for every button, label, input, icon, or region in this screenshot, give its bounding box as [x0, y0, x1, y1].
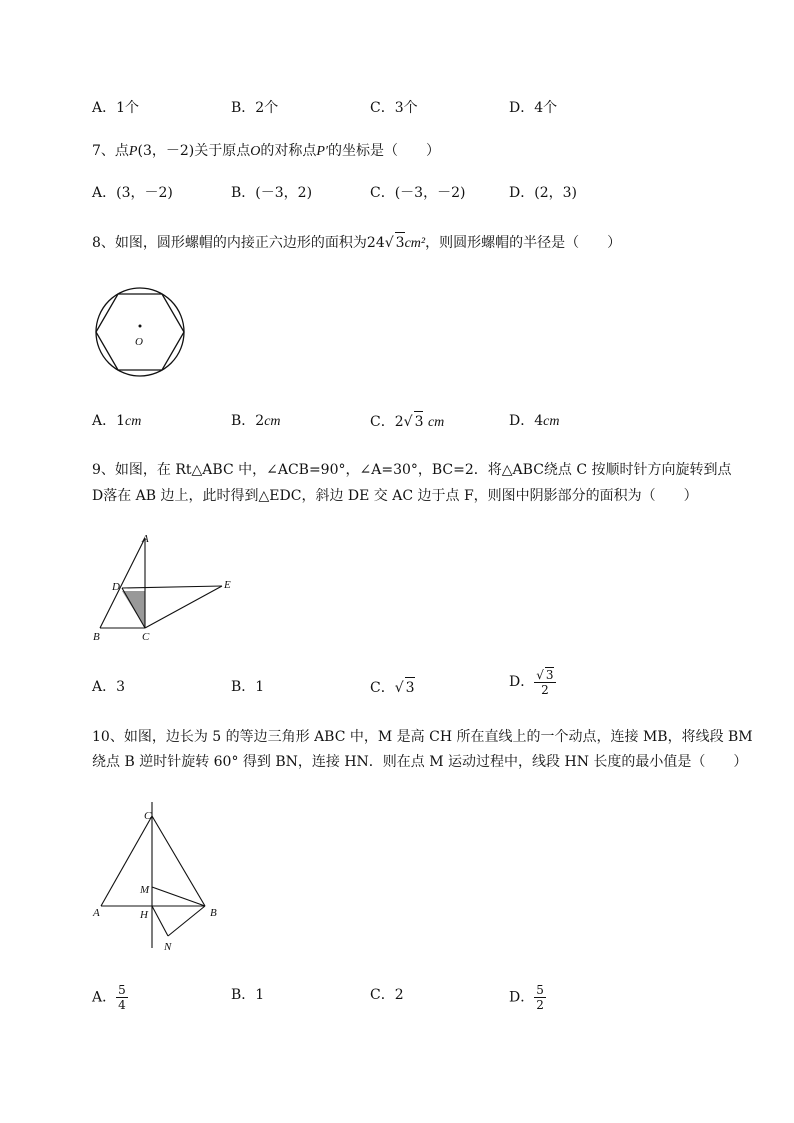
circle-nut	[96, 288, 184, 376]
label-n: N	[164, 941, 172, 953]
q10-line2: 绕点 B 逆时针旋转 60° 得到 BN，连接 HN．则在点 M 运动过程中，线段 HN 长度的最小值是（ ）	[92, 754, 748, 770]
label-a: A	[142, 533, 149, 545]
q9-option-a: A．3	[92, 679, 126, 695]
q8-figure	[92, 285, 192, 381]
label-e: E	[224, 579, 231, 591]
q9-line1: 9、如图，在 Rt△ABC 中，∠ACB=90°，∠A=30°，BC=2．将△ABC绕点 C 按顺时针方向旋转到点	[92, 462, 732, 478]
q10-option-c: C．2	[370, 987, 404, 1003]
label-d: D	[112, 581, 120, 593]
q7-option-d: D．(2，3)	[509, 185, 577, 201]
hexagon	[96, 294, 184, 370]
q6-option-a: A．1个	[92, 100, 140, 116]
q8-option-a: A．1cm	[92, 413, 142, 429]
label-o: O	[135, 336, 143, 348]
center-dot	[139, 325, 142, 328]
q6-option-d: D．4个	[509, 100, 558, 116]
q8-option-b: B．2cm	[231, 413, 281, 429]
q8-option-d: D．4cm	[509, 413, 560, 429]
q6-option-c: C．3个	[370, 100, 418, 116]
label-c: C	[142, 631, 150, 643]
q10-option-a: A． $\frac{5}{4}$	[92, 983, 126, 1012]
q9-option-c: C．√ 3	[370, 677, 415, 698]
label-c: C	[144, 810, 152, 822]
q10-option-d: D． $\frac{5}{2}$	[509, 983, 544, 1012]
label-b: B	[93, 631, 100, 643]
q9-option-b: B．1	[231, 679, 265, 695]
q9-option-d: D． $\frac{√ 3}{2}$	[509, 668, 554, 697]
q9-figure	[88, 530, 238, 648]
label-a: A	[93, 907, 100, 919]
label-b: B	[210, 907, 217, 919]
q6-option-b: B．2个	[231, 100, 279, 116]
q8-question: 8、如图，圆形螺帽的内接正六边形的面积为24√ 3cm²，则圆形螺帽的半径是（ ）	[92, 232, 621, 254]
q10-figure	[88, 800, 228, 960]
q7-question: 7、点P(3，－2)关于原点O的对称点P′的坐标是（ ）	[92, 143, 440, 159]
q9-line2: D落在 AB 边上，此时得到△EDC，斜边 DE 交 AC 边于点 F，则图中阴影部分的面积为（ ）	[92, 488, 698, 504]
q7-option-c: C．(－3，－2)	[370, 185, 466, 201]
label-m: M	[140, 884, 150, 896]
label-h: H	[140, 909, 148, 921]
q10-line1: 10、如图，边长为 5 的等边三角形 ABC 中，M 是高 CH 所在直线上的一个动点，连接 MB，将线段 BM	[92, 729, 753, 745]
q7-option-a: A．(3，－2)	[92, 185, 173, 201]
q7-option-b: B．(－3，2)	[231, 185, 313, 201]
q10-option-b: B．1	[231, 987, 265, 1003]
q8-option-c: C．2√ 3 cm	[370, 411, 444, 433]
